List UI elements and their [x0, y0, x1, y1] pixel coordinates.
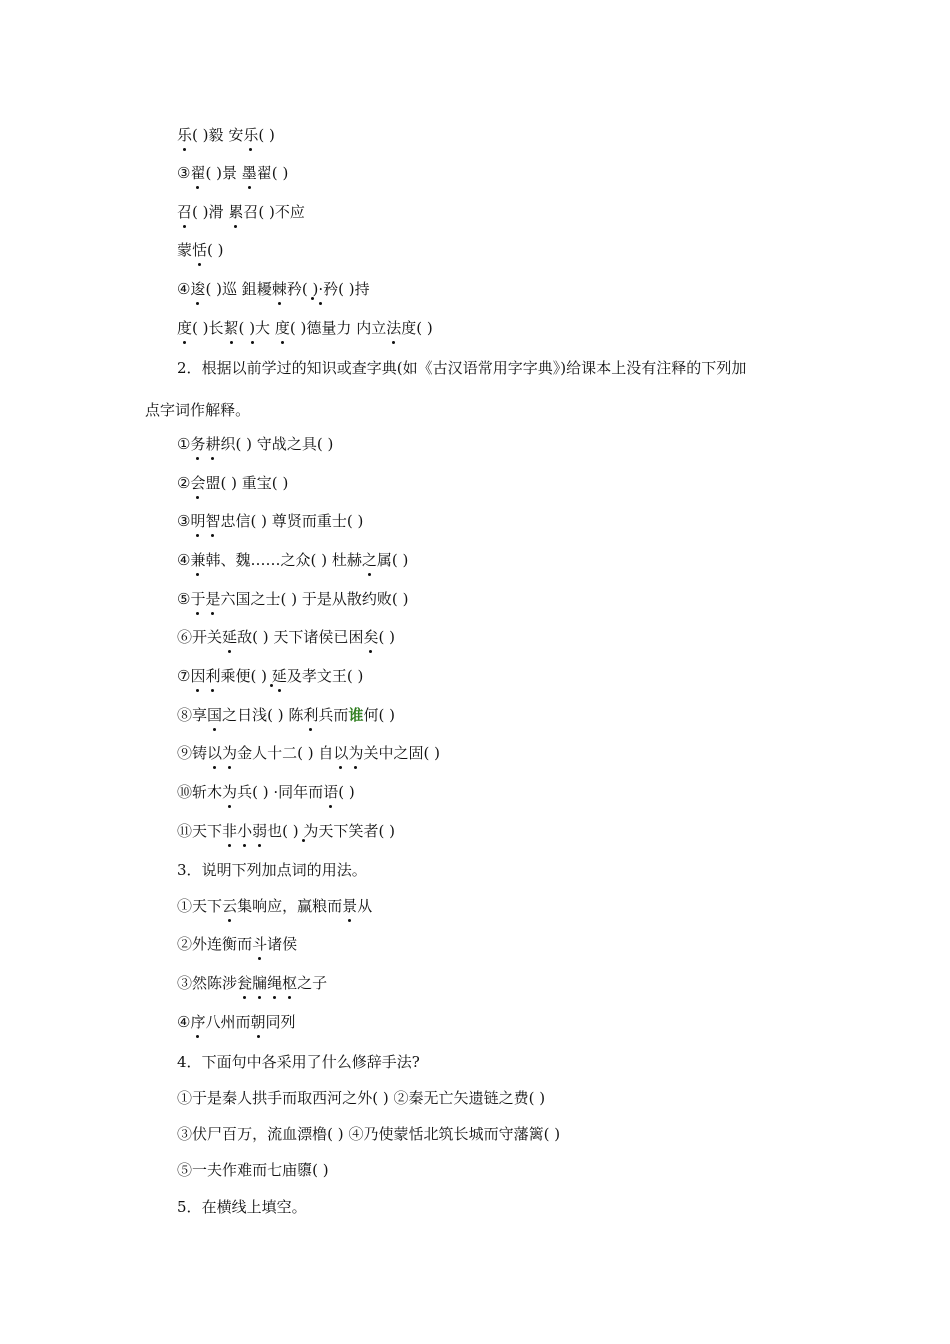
question-heading: 5．在横线上填空。	[177, 1198, 307, 1216]
emphasis-dot-char: )	[249, 319, 256, 337]
emphasis-dot-char: 矣	[363, 628, 379, 646]
emphasis-dot-char: 云	[222, 897, 238, 915]
emphasis-dot-char: 景	[342, 897, 358, 915]
emphasis-dot-char: 弱	[252, 822, 268, 840]
text-line: ③然陈涉瓮牖绳枢之子	[177, 974, 328, 992]
emphasis-dot-char: 为	[222, 783, 238, 801]
emphasis-dot-char: 絜	[223, 319, 239, 337]
emphasis-dot-char: 会	[190, 474, 206, 492]
emphasis-dot-char: 非	[222, 822, 238, 840]
green-mark: 谁	[348, 706, 364, 724]
text-line: ⑦因利乘便( ) 延及孝文王( )	[177, 667, 364, 685]
emphasis-dot-char: 兼	[190, 551, 206, 569]
text-line: 度( )长絜( )大 度( )德量力 内立法度( )	[177, 319, 433, 337]
text-line: ⑤于是六国之士( ) 于是从散约败( )	[177, 590, 409, 608]
text-line: ⑪天下非小弱也( ) 为天下笑者( )	[177, 822, 395, 840]
text-line: ④兼韩、魏……之众( ) 杜赫之属( )	[177, 551, 409, 569]
text-line: ⑩斩木为兵( ) ·同年而语( )	[177, 783, 355, 801]
emphasis-dot-char: 明	[190, 512, 206, 530]
emphasis-dot-char: 墨	[241, 164, 257, 182]
emphasis-dot-char: 乐	[243, 126, 259, 144]
emphasis-dot-char: 务	[190, 435, 206, 453]
emphasis-dot-char: 序	[190, 1013, 206, 1031]
emphasis-dot-char: 延	[271, 667, 287, 685]
emphasis-dot-char: 语	[323, 783, 339, 801]
emphasis-dot-char: 棘	[271, 280, 287, 298]
text-line: ②会盟( ) 重宝( )	[177, 474, 289, 492]
emphasis-dot-char: 瓮	[237, 974, 253, 992]
text-line: ③翟( )景 墨翟( )	[177, 164, 289, 182]
emphasis-dot-char: 累	[228, 203, 244, 221]
emphasis-dot-char: 乐	[177, 126, 193, 144]
text-line: ⑨铸以为金人十二( ) 自以为关中之固( )	[177, 744, 441, 762]
question-heading: 4．下面句中各采用了什么修辞手法?	[177, 1053, 420, 1071]
emphasis-dot-char: 召	[177, 203, 193, 221]
question-heading: 2．根据以前学过的知识或查字典(如《古汉语常用字字典》)给课本上没有注释的下列加	[177, 359, 747, 377]
text-line: ⑥开关延敌( ) 天下诸侯已困矣( )	[177, 628, 395, 646]
emphasis-dot-char: 是	[205, 590, 221, 608]
text-line: ②外连衡而斗诸侯	[177, 935, 298, 953]
emphasis-dot-char: 以	[207, 744, 223, 762]
text-line: ③伏尸百万，流血漂橹( ) ④乃使蒙恬北筑长城而守藩篱( )	[177, 1125, 561, 1143]
emphasis-dot-char: 枢	[282, 974, 298, 992]
text-line: ④序八州而朝同列	[177, 1013, 296, 1031]
emphasis-dot-char: 朝	[250, 1013, 266, 1031]
emphasis-dot-char: 利	[303, 706, 319, 724]
emphasis-dot-char: 翟	[190, 164, 206, 182]
emphasis-dot-char: 牖	[252, 974, 268, 992]
emphasis-dot-char: 因	[190, 667, 206, 685]
emphasis-dot-char: 延	[222, 628, 238, 646]
emphasis-dot-char: 耕	[205, 435, 221, 453]
emphasis-dot-char: 为	[348, 744, 364, 762]
emphasis-dot-char: 法	[386, 319, 402, 337]
text-line: ⑧享国之日浅( ) 陈利兵而谁何( )	[177, 706, 395, 724]
text-line: ⑤一夫作难而七庙隳( )	[177, 1161, 329, 1179]
text-line: 乐( )毅 安乐( )	[177, 126, 275, 144]
emphasis-dot-char: 小	[237, 822, 253, 840]
emphasis-dot-char: 于	[190, 590, 206, 608]
emphasis-dot-char: 绳	[267, 974, 283, 992]
text-line: 召( )滑 累召( )不应	[177, 203, 305, 221]
emphasis-dot-char: 以	[333, 744, 349, 762]
text-line: ④逡( )巡 鉏耰棘矜( )·矜( )持	[177, 280, 370, 298]
emphasis-dot-char: ·	[318, 280, 324, 298]
emphasis-dot-char: 度	[177, 319, 193, 337]
question-heading-continued: 点字词作解释。	[145, 401, 251, 419]
emphasis-dot-char: 恬	[192, 241, 208, 259]
text-line: ①于是秦人拱手而取西河之外( ) ②秦无亡矢遗链之费( )	[177, 1089, 546, 1107]
emphasis-dot-char: 之	[361, 551, 377, 569]
text-line: ③明智忠信( ) 尊贤而重士( )	[177, 512, 364, 530]
emphasis-dot-char: 度	[274, 319, 290, 337]
question-heading: 3．说明下列加点词的用法。	[177, 861, 367, 879]
emphasis-dot-char: 逡	[190, 280, 206, 298]
emphasis-dot-char: 利	[205, 667, 221, 685]
text-line: ①务耕织( ) 守战之具( )	[177, 435, 334, 453]
emphasis-dot-char: 智	[205, 512, 221, 530]
emphasis-dot-char: 斗	[252, 935, 268, 953]
text-line: 蒙恬( )	[177, 241, 224, 259]
text-line: ①天下云集响应，赢粮而景从	[177, 897, 373, 915]
emphasis-dot-char: 为	[222, 744, 238, 762]
emphasis-dot-char: 国	[207, 706, 223, 724]
